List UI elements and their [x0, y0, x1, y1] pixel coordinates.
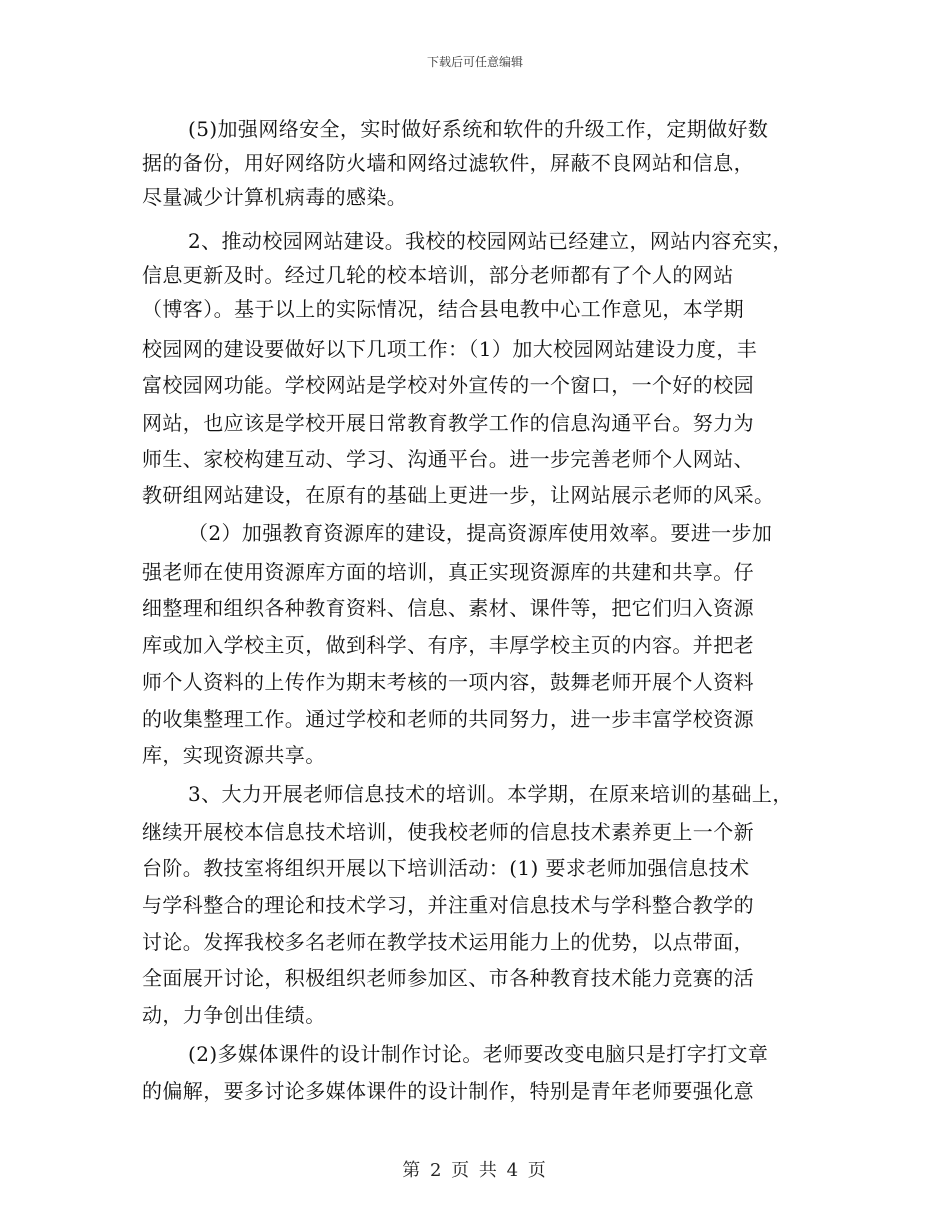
- text-line: 库或加入学校主页，做到科学、有序，丰厚学校主页的内容。并把老: [142, 633, 754, 657]
- text-line: （2）加强教育资源库的建设，提高资源库使用效率。要进一步加: [188, 521, 773, 545]
- text-line: 细整理和组织各种教育资料、信息、素材、课件等，把它们归入资源: [142, 596, 754, 620]
- text-line: 的收集整理工作。通过学校和老师的共同努力，进一步丰富学校资源: [142, 707, 754, 731]
- text-line: 与学科整合的理论和技术学习，并注重对信息技术与学科整合教学的: [142, 893, 754, 917]
- text-line: （博客）。基于以上的实际情况，结合县电教中心工作意见，本学期: [142, 297, 744, 321]
- text-line: (5)加强网络安全，实时做好系统和软件的升级工作，定期做好数: [188, 117, 769, 141]
- text-line: 动，力争创出佳绩。: [142, 1003, 326, 1027]
- page-header: 下载后可任意编辑: [426, 55, 523, 69]
- text-line: 强老师在使用资源库方面的培训，真正实现资源库的共建和共享。仔: [142, 560, 754, 584]
- text-line: 2、推动校园网站建设。我校的校园网站已经建立，网站内容充实，: [188, 229, 793, 253]
- text-line: 教研组网站建设，在原有的基础上更进一步，让网站展示老师的风采。: [142, 483, 775, 507]
- text-line: 台阶。教技室将组织开展以下培训活动：(1) 要求老师加强信息技术: [142, 856, 750, 880]
- text-line: 校园网的建设要做好以下几项工作：（1）加大校园网站建设力度，丰: [142, 337, 758, 361]
- text-line: 的偏解，要多讨论多媒体课件的设计制作，特别是青年老师要强化意: [142, 1079, 754, 1103]
- text-line: 讨论。发挥我校多名老师在教学技术运用能力上的优势，以点带面，: [142, 930, 754, 954]
- text-line: 尽量减少计算机病毒的感染。: [142, 185, 408, 209]
- text-line: 师个人资料的上传作为期末考核的一项内容，鼓舞老师开展个人资料: [142, 670, 754, 694]
- text-line: (2)多媒体课件的设计制作讨论。老师要改变电脑只是打字打文章: [188, 1042, 769, 1066]
- text-line: 富校园网功能。学校网站是学校对外宣传的一个窗口，一个好的校园: [142, 373, 754, 397]
- text-line: 网站，也应该是学校开展日常教育教学工作的信息沟通平台。努力为: [142, 411, 754, 435]
- text-line: 信息更新及时。经过几轮的校本培训，部分老师都有了个人的网站: [142, 263, 734, 287]
- text-line: 全面展开讨论，积极组织老师参加区、市各种教育技术能力竞赛的活: [142, 966, 754, 990]
- text-line: 库，实现资源共享。: [142, 743, 326, 767]
- text-line: 据的备份，用好网络防火墙和网络过滤软件，屏蔽不良网站和信息，: [142, 151, 754, 175]
- text-line: 师生、家校构建互动、学习、沟通平台。进一步完善老师个人网站、: [142, 447, 754, 471]
- text-line: 3、大力开展老师信息技术的培训。本学期，在原来培训的基础上，: [188, 782, 793, 806]
- text-line: 继续开展校本信息技术培训，使我校老师的信息技术素养更上一个新: [142, 820, 754, 844]
- page-footer: 第 2 页 共 4 页: [402, 1160, 548, 1181]
